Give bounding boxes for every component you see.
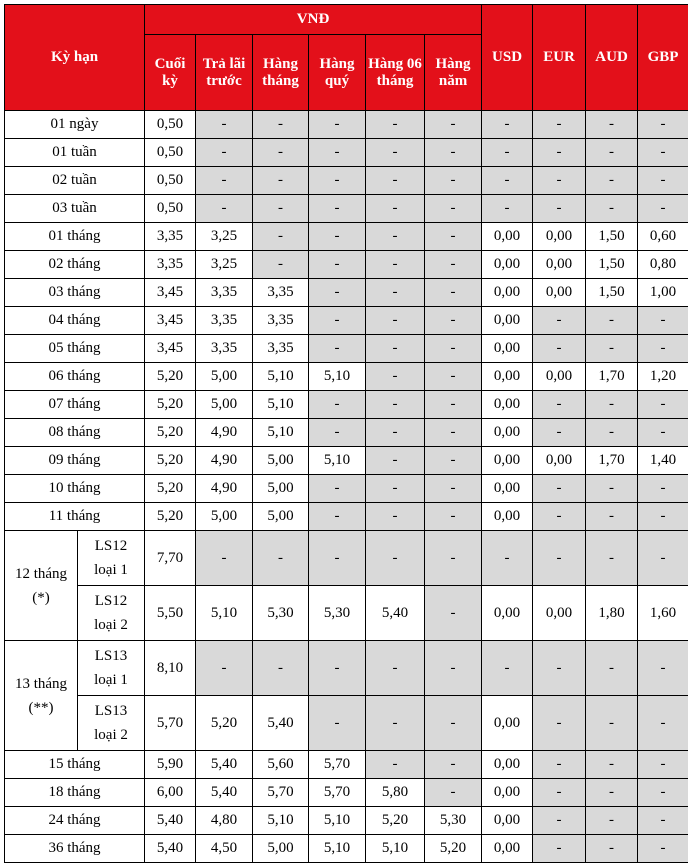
rate-cell: 3,35 [196,279,253,307]
rate-cell: - [425,251,482,279]
rate-cell: 1,70 [586,363,638,391]
rate-cell: 3,35 [145,223,196,251]
header-eur: EUR [533,5,586,111]
rate-cell: - [638,503,688,531]
term-cell: 18 tháng [5,779,145,807]
rate-cell: - [309,307,366,335]
rate-cell: 1,60 [638,586,688,641]
table-row [5,751,688,779]
rate-cell: - [638,335,688,363]
table-row [5,807,688,835]
rate-cell: 3,25 [196,251,253,279]
rate-cell: 5,10 [309,807,366,835]
rate-cell: 0,00 [482,307,533,335]
header-hang-06-thang: Hàng 06 tháng [366,35,425,111]
rate-cell: - [309,475,366,503]
rate-cell: 5,70 [309,779,366,807]
rate-cell: 5,20 [145,419,196,447]
rate-cell: - [425,223,482,251]
rate-cell: - [638,139,688,167]
rate-cell: - [366,363,425,391]
rate-cell: - [533,391,586,419]
table-row [5,503,688,531]
rate-cell: - [482,531,533,586]
rate-cell: - [638,167,688,195]
rate-cell: - [309,111,366,139]
rate-cell: - [638,779,688,807]
rate-cell: 0,00 [482,807,533,835]
table-row [5,195,688,223]
rate-cell: - [253,641,309,696]
rate-cell: - [366,503,425,531]
table-row [5,531,688,586]
rate-cell: 5,10 [366,835,425,863]
rate-cell: 5,30 [309,586,366,641]
term-cell: 15 tháng [5,751,145,779]
term-cell: 01 tuần [5,139,145,167]
rate-cell: 5,10 [309,447,366,475]
rate-cell: - [366,751,425,779]
term-cell: 03 tháng [5,279,145,307]
rate-cell: - [309,279,366,307]
rate-cell: 3,35 [253,335,309,363]
rate-cell: - [586,779,638,807]
rate-cell: - [586,751,638,779]
rate-cell: 5,10 [253,391,309,419]
rate-cell: 0,00 [482,391,533,419]
header-gbp: GBP [638,5,688,111]
rate-cell: - [366,167,425,195]
rate-cell: - [309,335,366,363]
rate-cell: 5,20 [145,447,196,475]
interest-rate-table [4,4,688,863]
rate-cell: - [533,779,586,807]
rate-cell: - [309,531,366,586]
rate-cell: 0,80 [638,251,688,279]
table-row [5,279,688,307]
rate-cell: - [638,807,688,835]
rate-cell: - [196,531,253,586]
rate-cell: 1,50 [586,223,638,251]
rate-cell: 3,35 [253,279,309,307]
rate-cell: - [196,167,253,195]
rate-cell: - [309,251,366,279]
table-row [5,335,688,363]
rate-cell: 5,10 [253,363,309,391]
rate-cell: 0,00 [482,447,533,475]
term-cell: 10 tháng [5,475,145,503]
rate-cell: 7,70 [145,531,196,586]
rate-cell: 5,70 [145,696,196,751]
table-row [5,475,688,503]
rate-cell: - [253,195,309,223]
rate-cell: 5,00 [196,503,253,531]
rate-cell: 5,80 [366,779,425,807]
rate-cell: 8,10 [145,641,196,696]
rate-cell: 1,40 [638,447,688,475]
rate-cell: 5,40 [196,779,253,807]
rate-cell: 5,10 [253,807,309,835]
group-term-cell: 12 tháng (*) [5,531,78,641]
term-cell: 01 ngày [5,111,145,139]
rate-cell: - [253,223,309,251]
rate-cell: - [533,503,586,531]
rate-cell: 0,00 [482,835,533,863]
rate-cell: - [482,111,533,139]
rate-cell: 5,20 [196,696,253,751]
rate-cell: - [586,641,638,696]
rate-cell: - [586,195,638,223]
rate-cell: - [425,335,482,363]
rate-cell: - [586,503,638,531]
term-cell: 02 tuần [5,167,145,195]
rate-cell: - [482,139,533,167]
rate-cell: 5,40 [366,586,425,641]
rate-cell: - [638,111,688,139]
term-cell: 07 tháng [5,391,145,419]
rate-cell: - [482,167,533,195]
rate-cell: 5,40 [145,835,196,863]
table-row [5,696,688,751]
header-vnd: VNĐ [145,5,482,35]
rate-cell: - [586,419,638,447]
rate-cell: 3,35 [145,251,196,279]
table-row [5,641,688,696]
rate-cell: 0,00 [533,447,586,475]
table-row [5,363,688,391]
rate-cell: 0,00 [533,251,586,279]
rate-cell: 5,50 [145,586,196,641]
term-cell: 36 tháng [5,835,145,863]
rate-cell: - [366,307,425,335]
rate-cell: 0,00 [482,586,533,641]
rate-cell: - [638,391,688,419]
rate-cell: - [586,167,638,195]
term-cell: 06 tháng [5,363,145,391]
rate-cell: 5,60 [253,751,309,779]
rate-cell: 5,90 [145,751,196,779]
rate-cell: - [533,335,586,363]
table-body [5,111,688,863]
rate-cell: 5,00 [196,391,253,419]
rate-cell: 5,70 [309,751,366,779]
table-row [5,307,688,335]
rate-cell: - [533,696,586,751]
header-hang-thang: Hàng tháng [253,35,309,111]
rate-cell: - [309,641,366,696]
rate-cell: 0,50 [145,111,196,139]
rate-cell: 0,00 [533,363,586,391]
rate-cell: 0,00 [482,696,533,751]
rate-cell: - [638,835,688,863]
rate-cell: 5,10 [309,835,366,863]
rate-cell: - [425,111,482,139]
table-row [5,779,688,807]
rate-cell: - [482,195,533,223]
rate-cell: - [309,503,366,531]
table-row [5,419,688,447]
rate-cell: - [309,195,366,223]
rate-cell: 3,45 [145,335,196,363]
term-cell: 02 tháng [5,251,145,279]
rate-cell: 0,00 [482,335,533,363]
rate-cell: - [309,223,366,251]
table-row [5,167,688,195]
rate-cell: - [366,111,425,139]
term-cell: 04 tháng [5,307,145,335]
rate-cell: - [638,475,688,503]
rate-cell: 4,80 [196,807,253,835]
rate-cell: - [586,111,638,139]
rate-cell: - [309,696,366,751]
rate-cell: 5,40 [196,751,253,779]
rate-cell: 5,40 [253,696,309,751]
rate-cell: - [425,586,482,641]
rate-cell: 0,00 [482,751,533,779]
rate-cell: - [366,531,425,586]
rate-cell: - [309,167,366,195]
rate-cell: - [366,391,425,419]
rate-cell: - [586,835,638,863]
rate-cell: - [309,419,366,447]
term-cell: 11 tháng [5,503,145,531]
rate-cell: - [425,696,482,751]
rate-cell: - [425,391,482,419]
rate-cell: - [196,111,253,139]
header-hang-quy: Hàng quý [309,35,366,111]
rate-cell: - [253,139,309,167]
rate-cell: 1,00 [638,279,688,307]
rate-cell: 5,10 [309,363,366,391]
rate-cell: 1,80 [586,586,638,641]
rate-cell: 5,40 [145,807,196,835]
header-aud: AUD [586,5,638,111]
rate-cell: - [533,111,586,139]
rate-cell: - [366,223,425,251]
rate-cell: 0,00 [482,419,533,447]
header-tra-lai-truoc: Trả lãi trước [196,35,253,111]
rate-cell: - [425,779,482,807]
rate-cell: 3,25 [196,223,253,251]
rate-cell: - [366,279,425,307]
rate-cell: 0,00 [533,223,586,251]
rate-cell: 4,50 [196,835,253,863]
rate-cell: 0,50 [145,139,196,167]
rate-cell: - [425,363,482,391]
rate-cell: - [366,419,425,447]
rate-cell: 0,00 [533,586,586,641]
rate-cell: - [586,139,638,167]
rate-cell: - [586,391,638,419]
rate-cell: 5,30 [425,807,482,835]
rate-cell: 4,90 [196,447,253,475]
rate-cell: 0,00 [482,251,533,279]
term-cell: 09 tháng [5,447,145,475]
rate-cell: - [586,335,638,363]
group-term-cell: 13 tháng (**) [5,641,78,751]
rate-cell: - [638,641,688,696]
rate-cell: - [533,167,586,195]
rate-cell: 0,00 [482,503,533,531]
rate-cell: 3,45 [145,307,196,335]
header-cuoi-ky: Cuối kỳ [145,35,196,111]
term-cell: 05 tháng [5,335,145,363]
rate-cell: - [533,195,586,223]
rate-cell: - [586,307,638,335]
rate-cell: - [309,391,366,419]
table-row [5,111,688,139]
rate-cell: - [638,696,688,751]
rate-cell: - [425,641,482,696]
rate-cell: 5,20 [425,835,482,863]
rate-cell: - [253,111,309,139]
table-row [5,391,688,419]
rate-cell: 0,50 [145,195,196,223]
rate-cell: 5,20 [145,363,196,391]
term-cell: 24 tháng [5,807,145,835]
rate-cell: - [533,531,586,586]
rate-cell: 0,00 [533,279,586,307]
table-row [5,586,688,641]
rate-cell: - [425,167,482,195]
rate-cell: - [425,279,482,307]
rate-cell: 5,20 [145,391,196,419]
rate-cell: 5,20 [145,475,196,503]
rate-cell: - [366,641,425,696]
rate-cell: - [586,807,638,835]
rate-cell: 0,50 [145,167,196,195]
rate-cell: 0,00 [482,475,533,503]
rate-cell: 4,90 [196,475,253,503]
term-cell: 08 tháng [5,419,145,447]
rate-cell: 0,00 [482,223,533,251]
header-term: Kỳ hạn [5,5,145,111]
rate-cell: 5,00 [253,503,309,531]
rate-cell: - [366,475,425,503]
rate-cell: - [425,419,482,447]
table-row [5,251,688,279]
rate-cell: 0,60 [638,223,688,251]
rate-cell: - [533,835,586,863]
table-row [5,835,688,863]
term-cell: 01 tháng [5,223,145,251]
rate-cell: - [533,807,586,835]
subterm-cell: LS12 loại 1 [78,531,145,586]
rate-cell: - [638,307,688,335]
table-row [5,139,688,167]
rate-cell: - [482,641,533,696]
rate-cell: - [366,696,425,751]
rate-cell: 6,00 [145,779,196,807]
rate-cell: 0,00 [482,279,533,307]
rate-cell: - [425,531,482,586]
rate-cell: - [196,139,253,167]
rate-cell: - [253,251,309,279]
rate-cell: - [533,419,586,447]
rate-cell: 5,30 [253,586,309,641]
rate-cell: - [253,531,309,586]
rate-cell: 1,70 [586,447,638,475]
rate-cell: - [253,167,309,195]
rate-cell: 3,35 [196,307,253,335]
rate-cell: - [638,195,688,223]
rate-cell: - [196,641,253,696]
rate-cell: 5,00 [253,475,309,503]
rate-cell: - [425,195,482,223]
rate-cell: - [366,139,425,167]
rate-cell: - [425,447,482,475]
rate-cell: 5,10 [253,419,309,447]
table-row [5,223,688,251]
rate-cell: 5,00 [253,835,309,863]
subterm-cell: LS13 loại 1 [78,641,145,696]
rate-cell: - [533,307,586,335]
rate-cell: - [638,419,688,447]
rate-cell: - [366,335,425,363]
rate-cell: - [586,531,638,586]
rate-cell: - [533,751,586,779]
rate-cell: - [425,307,482,335]
rate-cell: 0,00 [482,779,533,807]
rate-cell: - [309,139,366,167]
rate-cell: - [638,751,688,779]
rate-cell: - [638,531,688,586]
rate-cell: 5,00 [196,363,253,391]
subterm-cell: LS12 loại 2 [78,586,145,641]
rate-cell: 5,70 [253,779,309,807]
rate-cell: - [366,447,425,475]
rate-cell: - [586,475,638,503]
subterm-cell: LS13 loại 2 [78,696,145,751]
rate-cell: 3,35 [196,335,253,363]
rate-cell: - [425,503,482,531]
rate-cell: 3,35 [253,307,309,335]
rate-cell: - [425,139,482,167]
rate-cell: 5,10 [196,586,253,641]
rate-cell: - [425,475,482,503]
rate-cell: 1,50 [586,251,638,279]
rate-cell: 5,20 [145,503,196,531]
rate-cell: - [533,475,586,503]
table-row [5,447,688,475]
rate-cell: - [366,195,425,223]
rate-cell: 5,20 [366,807,425,835]
header-hang-nam: Hàng năm [425,35,482,111]
term-cell: 03 tuần [5,195,145,223]
rate-cell: - [366,251,425,279]
rate-cell: 0,00 [482,363,533,391]
rate-cell: 4,90 [196,419,253,447]
rate-cell: 3,45 [145,279,196,307]
rate-cell: - [533,139,586,167]
rate-cell: - [425,751,482,779]
rate-cell: - [586,696,638,751]
rate-cell: - [196,195,253,223]
rate-cell: 1,20 [638,363,688,391]
rate-cell: 5,00 [253,447,309,475]
header-usd: USD [482,5,533,111]
rate-cell: 1,50 [586,279,638,307]
rate-cell: - [533,641,586,696]
